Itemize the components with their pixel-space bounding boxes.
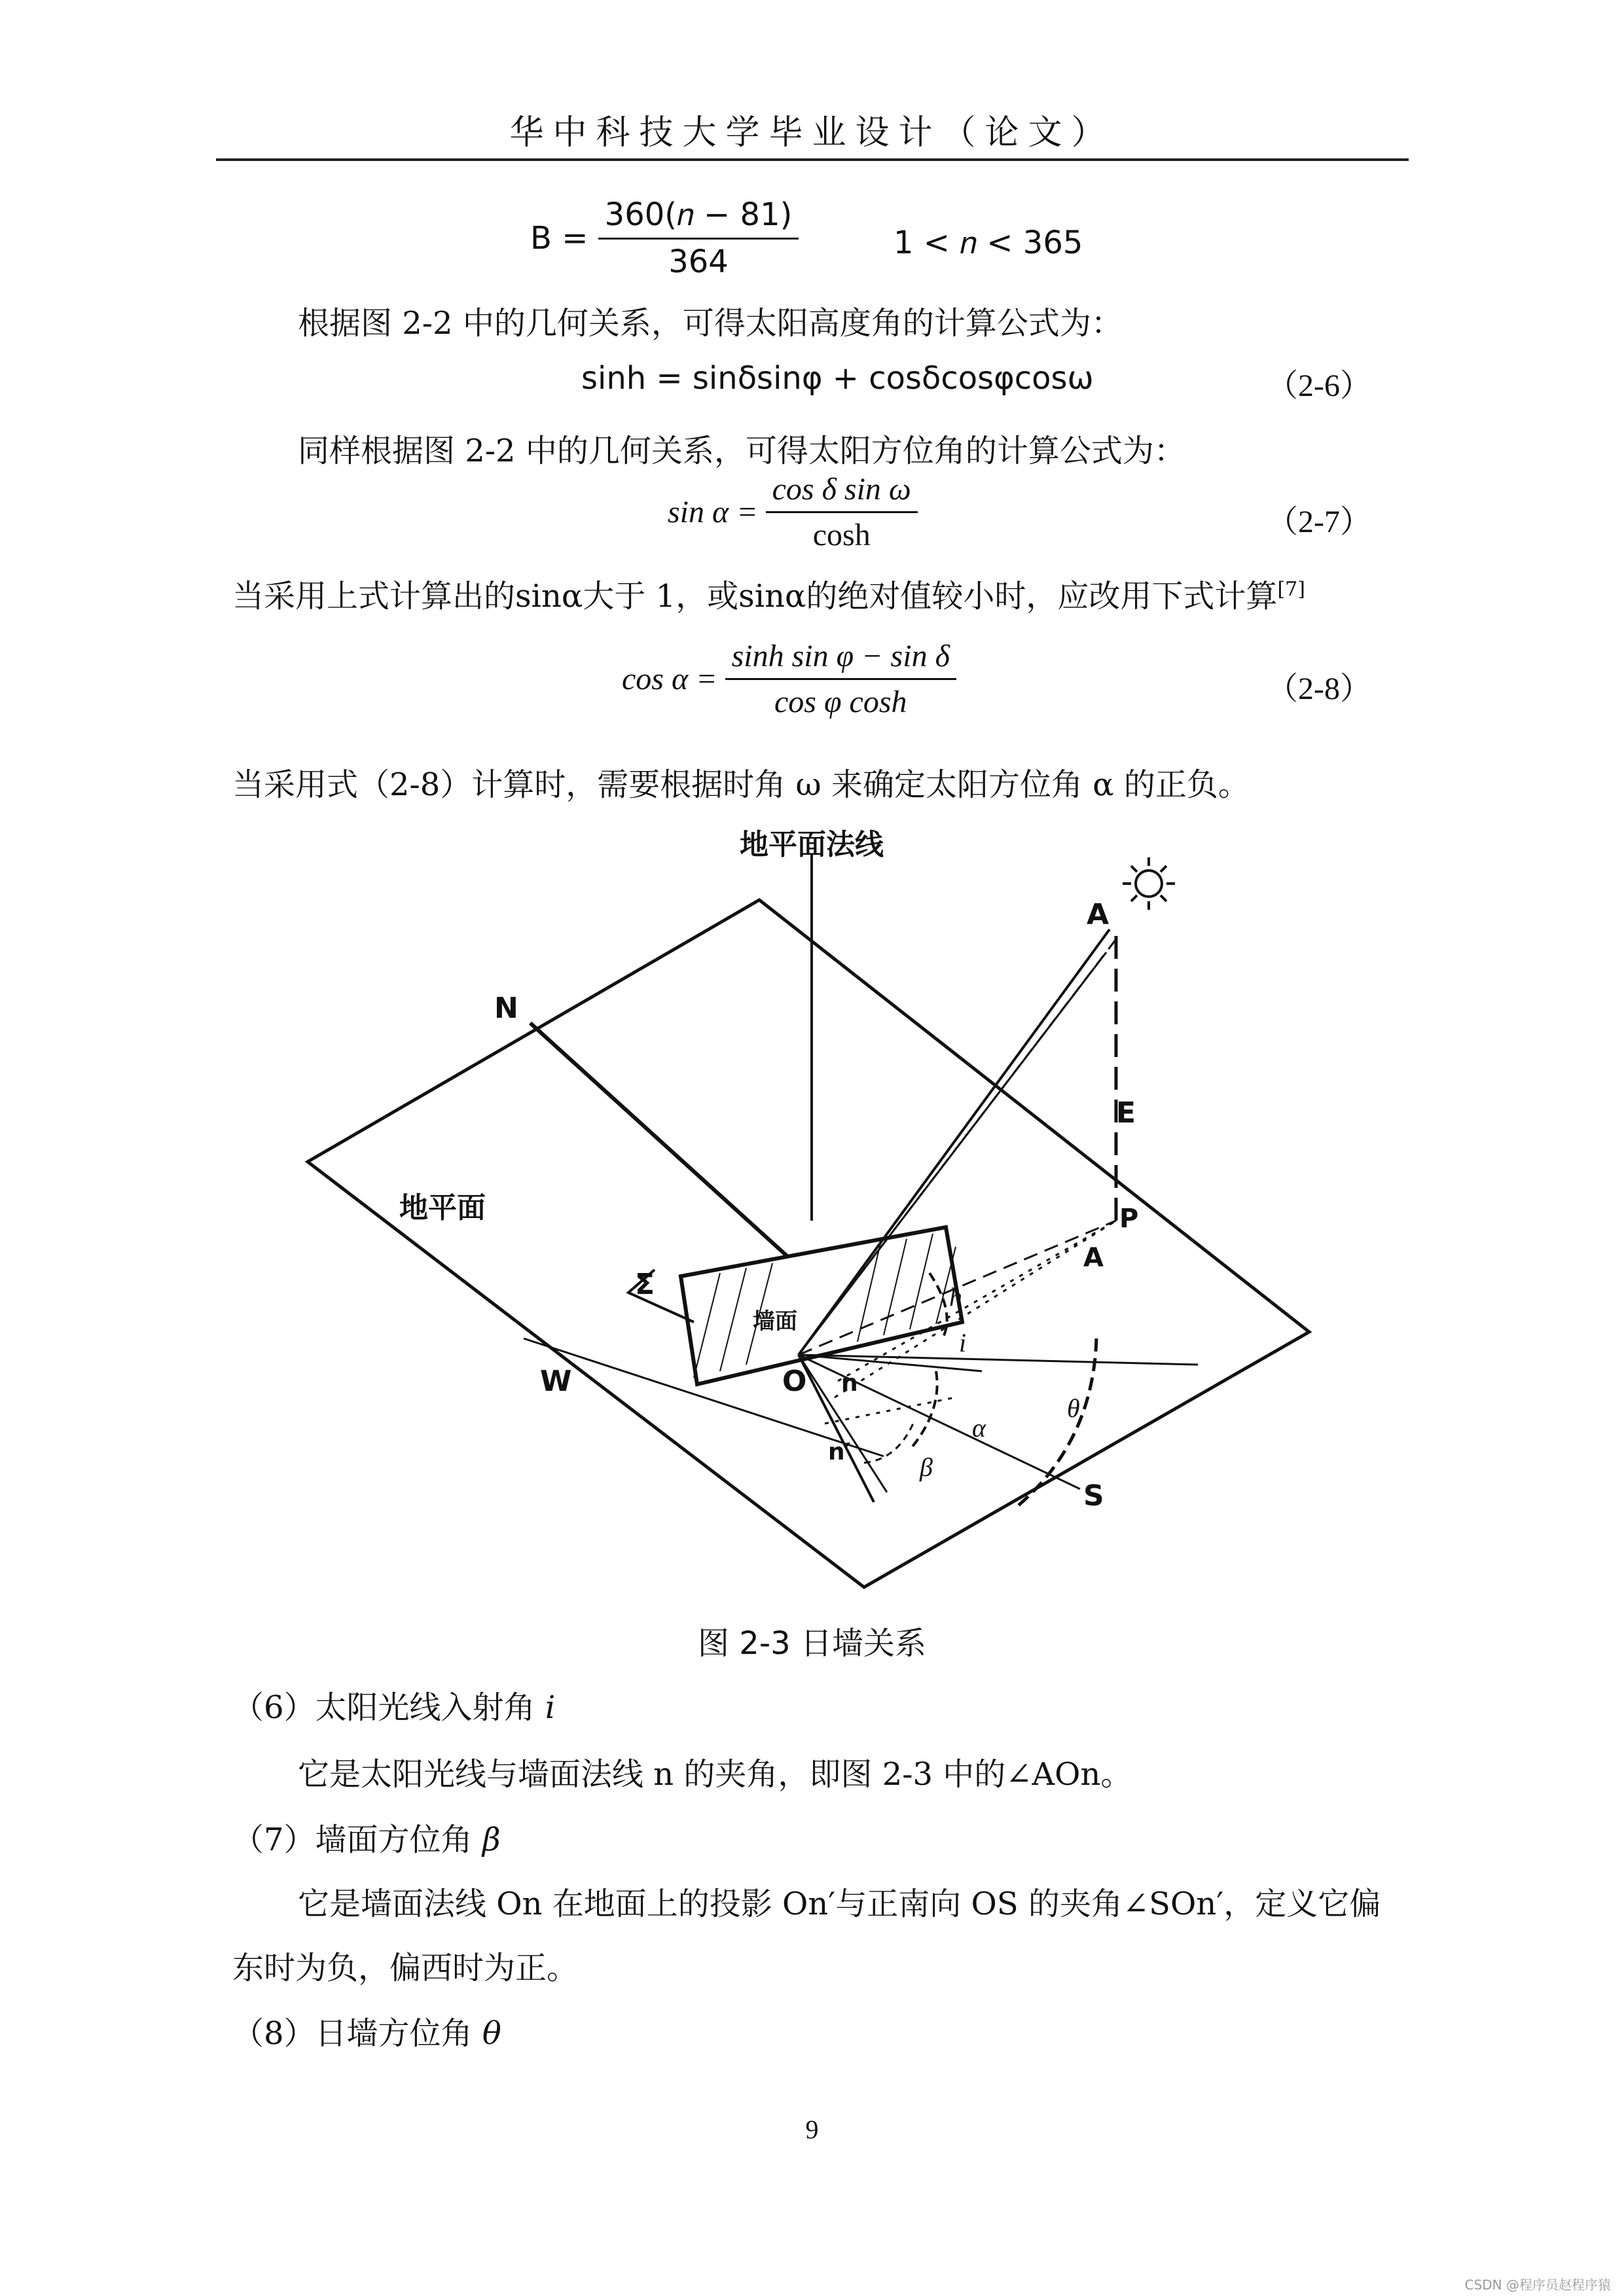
equation-b-fraction	[598, 196, 799, 280]
label-h: h	[949, 1282, 962, 1312]
equation-b-lhs: B =	[530, 220, 588, 257]
label-ground-plane: 地平面	[399, 1191, 486, 1225]
label-wall: 墙面	[753, 1308, 797, 1335]
arc-beta	[864, 1424, 913, 1463]
figure-caption: 图 2-3 日墙关系	[698, 1625, 926, 1662]
north-line	[530, 1023, 799, 1266]
line-On-prime	[799, 1355, 874, 1502]
watermark: CSDN @程序员赵程序猿	[1464, 2277, 1611, 2293]
label-theta: θ	[1067, 1393, 1080, 1423]
label-alpha: α	[972, 1413, 986, 1443]
label-P: P	[1119, 1204, 1139, 1234]
paragraph-incidence-angle: 它是太阳光线与墙面法线 n 的夹角，即图 2-3 中的∠AOn。	[298, 1756, 1132, 1793]
item-8-symbol: θ	[482, 2015, 501, 2052]
sun-circle	[1136, 870, 1162, 897]
label-ground-normal: 地平面法线	[740, 828, 884, 861]
item-6-text: （6）太阳光线入射角	[232, 1689, 545, 1726]
equation-2-6-number: （2-6）	[1267, 368, 1371, 403]
figure-sun-wall-diagram	[236, 821, 1348, 1607]
equation-2-8-lhs: cos α =	[622, 662, 717, 696]
equation-2-7-lhs: sin α =	[668, 495, 758, 529]
equation-2-7-fraction	[766, 471, 918, 553]
label-S: S	[1083, 1479, 1104, 1513]
label-n-prime: n′	[828, 1439, 852, 1465]
label-N: N	[494, 992, 518, 1025]
paragraph-wall-azimuth-line1: 它是墙面法线 On 在地面上的投影 On′与正南向 OS 的夹角∠SOn′，定义它偏	[298, 1886, 1381, 1922]
sun-rays	[1123, 857, 1175, 910]
equation-2-8	[622, 638, 956, 720]
running-header: 华中科技大学毕业设计（论文）	[509, 113, 1115, 152]
item-7-heading	[232, 1814, 501, 1859]
label-A-projection: A	[1083, 1243, 1104, 1273]
equation-b-denominator: 364	[668, 243, 729, 280]
header-rule	[216, 158, 1409, 161]
equation-2-8-denominator: cos φ cosh	[774, 685, 907, 719]
label-sigma: Σ	[635, 1268, 655, 1301]
equation-2-7-numerator: cos δ sin ω	[766, 471, 918, 513]
paragraph-altitude-intro: 根据图 2-2 中的几何关系，可得太阳高度角的计算公式为：	[298, 305, 1123, 342]
paragraph-alternate-formula	[232, 571, 1305, 616]
equation-b-numerator: 360(𝑛 − 81)	[598, 196, 799, 240]
label-A: A	[1087, 898, 1110, 931]
label-i: i	[959, 1328, 967, 1357]
item-6-symbol: i	[545, 1689, 556, 1726]
item-6-heading	[232, 1682, 555, 1727]
equation-2-7-denominator: cosh	[812, 518, 871, 552]
label-W: W	[540, 1365, 572, 1398]
label-O: O	[782, 1365, 807, 1398]
ground-plane	[308, 900, 1309, 1587]
paragraph-azimuth-intro: 同样根据图 2-2 中的几何关系，可得太阳方位角的计算公式为：	[298, 433, 1185, 469]
equation-2-8-number: （2-8）	[1267, 672, 1371, 706]
paragraph-alternate-text: 当采用上式计算出的sinα大于 1，或sinα的绝对值较小时，应改用下式计算	[232, 578, 1278, 615]
label-E: E	[1116, 1096, 1136, 1130]
item-7-text: （7）墙面方位角	[232, 1821, 482, 1858]
label-beta: β	[920, 1452, 933, 1482]
label-n: n	[841, 1370, 858, 1397]
equation-2-8-numerator: sinh sin φ − sin δ	[725, 638, 956, 680]
equation-b	[530, 196, 799, 280]
equation-2-7	[668, 471, 918, 553]
equation-2-8-fraction	[725, 638, 956, 720]
paragraph-wall-azimuth-line2: 东时为负，偏西时为正。	[232, 1950, 579, 1986]
citation-7: [7]	[1277, 578, 1305, 601]
item-7-symbol: β	[482, 1821, 501, 1858]
equation-b-range: 1 < 𝑛 < 365	[893, 224, 1083, 261]
paragraph-sign-rule: 当采用式（2-8）计算时，需要根据时角 ω 来确定太阳方位角 α 的正负。	[232, 766, 1250, 803]
equation-2-7-number: （2-7）	[1267, 505, 1371, 539]
item-8-heading	[232, 2008, 501, 2053]
page-number: 9	[805, 2115, 819, 2144]
item-8-text: （8）日墙方位角	[232, 2015, 482, 2052]
equation-2-6: sinh = sinδsinφ + cosδcosφcosω	[581, 360, 1094, 397]
